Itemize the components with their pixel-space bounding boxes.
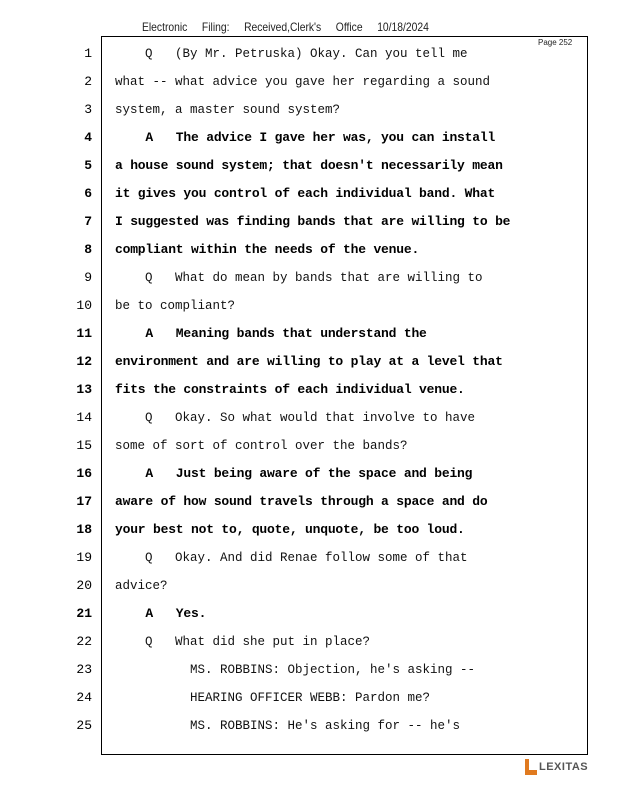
line-number: 3 [84, 102, 92, 117]
question-line: system, a master sound system? [115, 103, 341, 117]
answer-line: A The advice I gave her was, you can install [115, 130, 496, 145]
question-line: Q What did she put in place? [115, 635, 371, 649]
line-number: 19 [76, 550, 92, 565]
question-line: Q Okay. And did Renae follow some of that [115, 551, 468, 565]
line-number: 25 [76, 718, 92, 733]
line-number: 16 [76, 466, 92, 481]
filing-type: Electronic [142, 20, 188, 34]
line-number: 17 [76, 494, 92, 509]
line-number: 5 [84, 158, 92, 173]
line-number: 14 [76, 410, 92, 425]
answer-line: A Just being aware of the space and being [115, 466, 473, 481]
question-line: Q Okay. So what would that involve to have [115, 411, 476, 425]
question-line: advice? [115, 579, 168, 593]
question-line: MS. ROBBINS: He's asking for -- he's [115, 719, 461, 733]
line-number: 20 [76, 578, 92, 593]
answer-line: a house sound system; that doesn't necessarily mean [115, 158, 503, 173]
received-label: Received,Clerk's [244, 20, 322, 34]
line-number: 23 [76, 662, 92, 677]
line-number: 15 [76, 438, 92, 453]
answer-line: compliant within the needs of the venue. [115, 242, 420, 257]
filing-date: 10/18/2024 [377, 20, 429, 34]
answer-line: fits the constraints of each individual venue. [115, 382, 465, 397]
answer-line: your best not to, quote, unquote, be too loud. [115, 522, 465, 537]
question-line: Q (By Mr. Petruska) Okay. Can you tell me [115, 47, 468, 61]
answer-line: A Meaning bands that understand the [115, 326, 427, 341]
line-number: 12 [76, 354, 92, 369]
question-line: MS. ROBBINS: Objection, he's asking -- [115, 663, 476, 677]
logo-text: LEXITAS [539, 761, 589, 773]
answer-line: A Yes. [115, 606, 207, 621]
page-number: Page 252 [538, 38, 573, 47]
line-number: 1 [84, 46, 92, 61]
line-number: 4 [84, 130, 92, 145]
answer-line: I suggested was finding bands that are willing to be [115, 214, 511, 229]
line-number: 8 [84, 242, 92, 257]
filing-stamp-header [142, 20, 443, 36]
line-number: 11 [76, 326, 92, 341]
question-line: be to compliant? [115, 299, 236, 313]
line-number: 22 [76, 634, 92, 649]
line-number: 13 [76, 382, 92, 397]
question-line: some of sort of control over the bands? [115, 439, 408, 453]
question-line: HEARING OFFICER WEBB: Pardon me? [115, 691, 431, 705]
answer-line: environment and are willing to play at a level that [115, 354, 503, 369]
answer-line: aware of how sound travels through a space and do [115, 494, 488, 509]
lexitas-logo [524, 758, 588, 776]
question-line: what -- what advice you gave her regarding a sound [115, 75, 491, 89]
line-number: 2 [84, 74, 92, 89]
lexitas-logo-icon [524, 759, 538, 775]
line-number: 21 [76, 606, 92, 621]
office-label: Office [335, 20, 363, 34]
line-number: 6 [84, 186, 92, 201]
line-number: 18 [76, 522, 92, 537]
filing-label: Filing: [201, 20, 230, 34]
line-number: 9 [84, 270, 92, 285]
line-number: 24 [76, 690, 92, 705]
line-number: 7 [84, 214, 92, 229]
line-number: 10 [76, 298, 92, 313]
answer-line: it gives you control of each individual band. What [115, 186, 496, 201]
question-line: Q What do mean by bands that are willing to [115, 271, 483, 285]
